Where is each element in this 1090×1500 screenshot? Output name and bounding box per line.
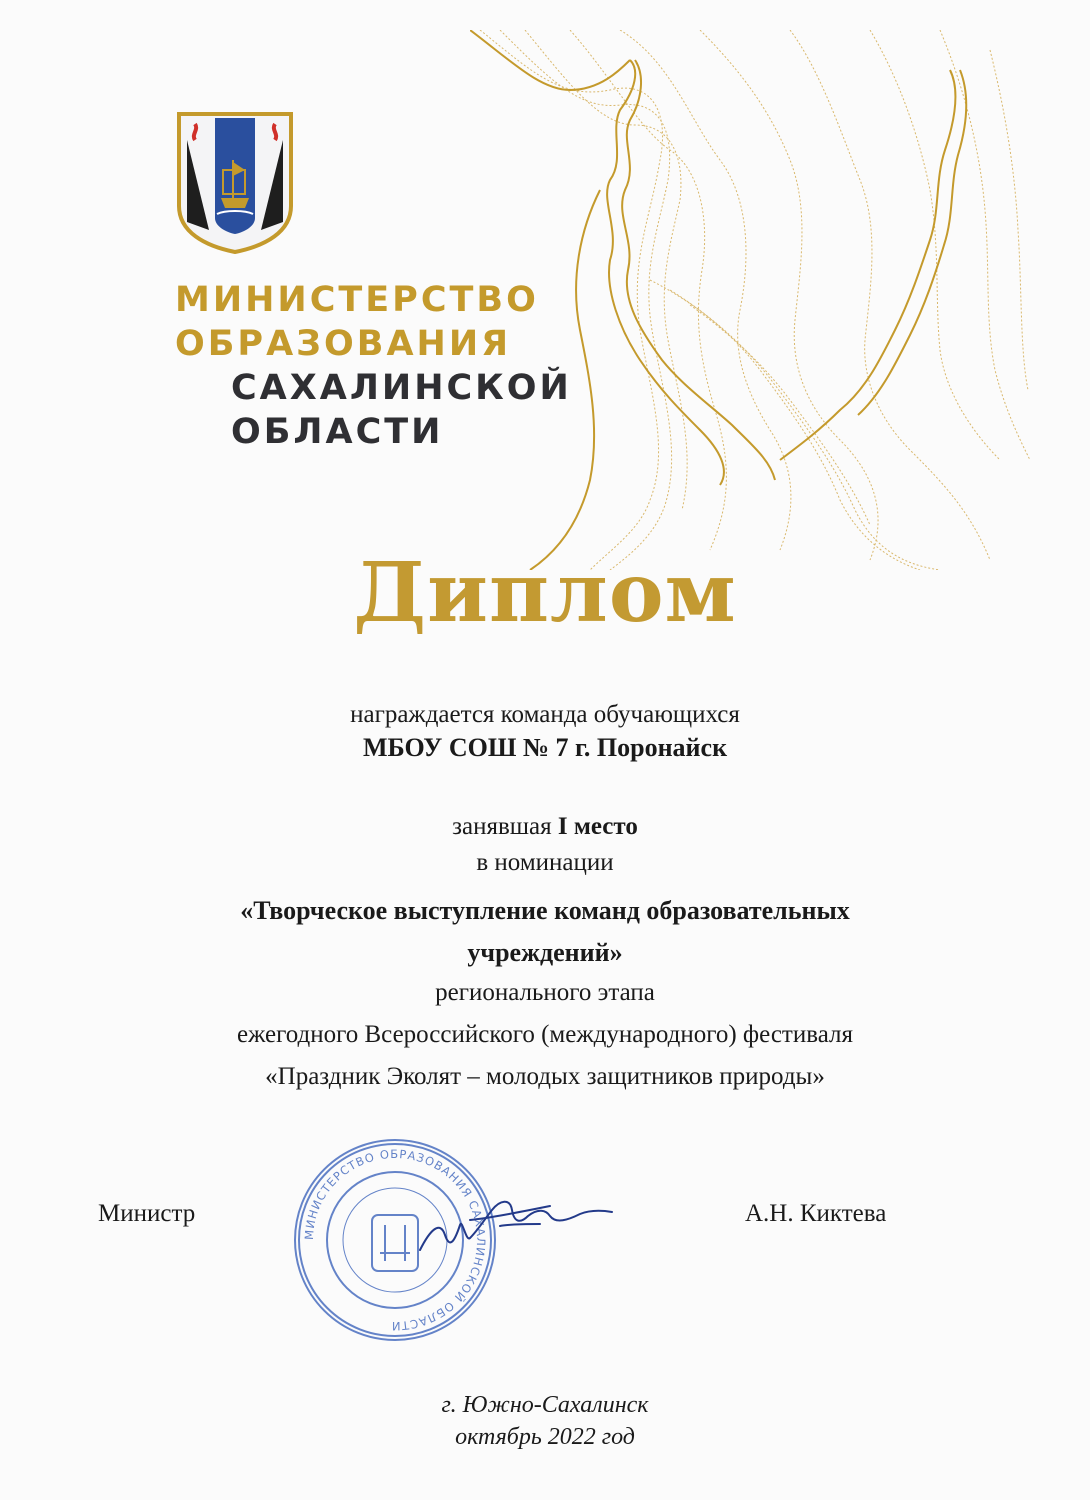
stage-line: регионального этапа: [435, 979, 655, 1006]
place-prefix: занявшая: [452, 813, 552, 840]
festival-line-1: ежегодного Всероссийского (международного) фестиваля: [236, 1021, 853, 1048]
signer-position: Министр: [98, 1200, 196, 1227]
stamp-text: МИНИСТЕРСТВО ОБРАЗОВАНИЯ САХАЛИНСКОЙ ОБЛАСТИ: [301, 1146, 489, 1334]
footer-date: октябрь 2022 год: [455, 1424, 635, 1450]
award-intro: награждается команда обучающихся: [350, 701, 740, 728]
nomination-intro: в номинации: [476, 849, 614, 876]
festival-line-2: «Праздник Эколят – молодых защитников природы»: [265, 1063, 825, 1090]
signer-name: А.Н. Киктева: [745, 1200, 887, 1227]
award-recipient: МБОУ СОШ № 7 г. Поронайск: [362, 733, 728, 762]
nomination-line-1: «Творческое выступление команд образовательных: [240, 896, 850, 925]
award-place-line: [60, 812, 1030, 842]
ministry-line-4: ОБЛАСТИ: [231, 412, 444, 452]
ministry-name: [175, 278, 572, 454]
ministry-line-1: МИНИСТЕРСТВО: [175, 280, 539, 320]
nomination-line-2: учреждений»: [467, 938, 623, 967]
footer-city: г. Южно-Сахалинск: [441, 1392, 649, 1418]
document-title: Диплом: [353, 545, 737, 641]
handwritten-signature: [400, 1180, 620, 1270]
ministry-line-2: ОБРАЗОВАНИЯ: [175, 324, 512, 364]
sakhalin-coat-of-arms-icon: [175, 110, 295, 256]
ministry-line-3: САХАЛИНСКОЙ: [231, 368, 572, 408]
place-value: I место: [557, 813, 638, 840]
